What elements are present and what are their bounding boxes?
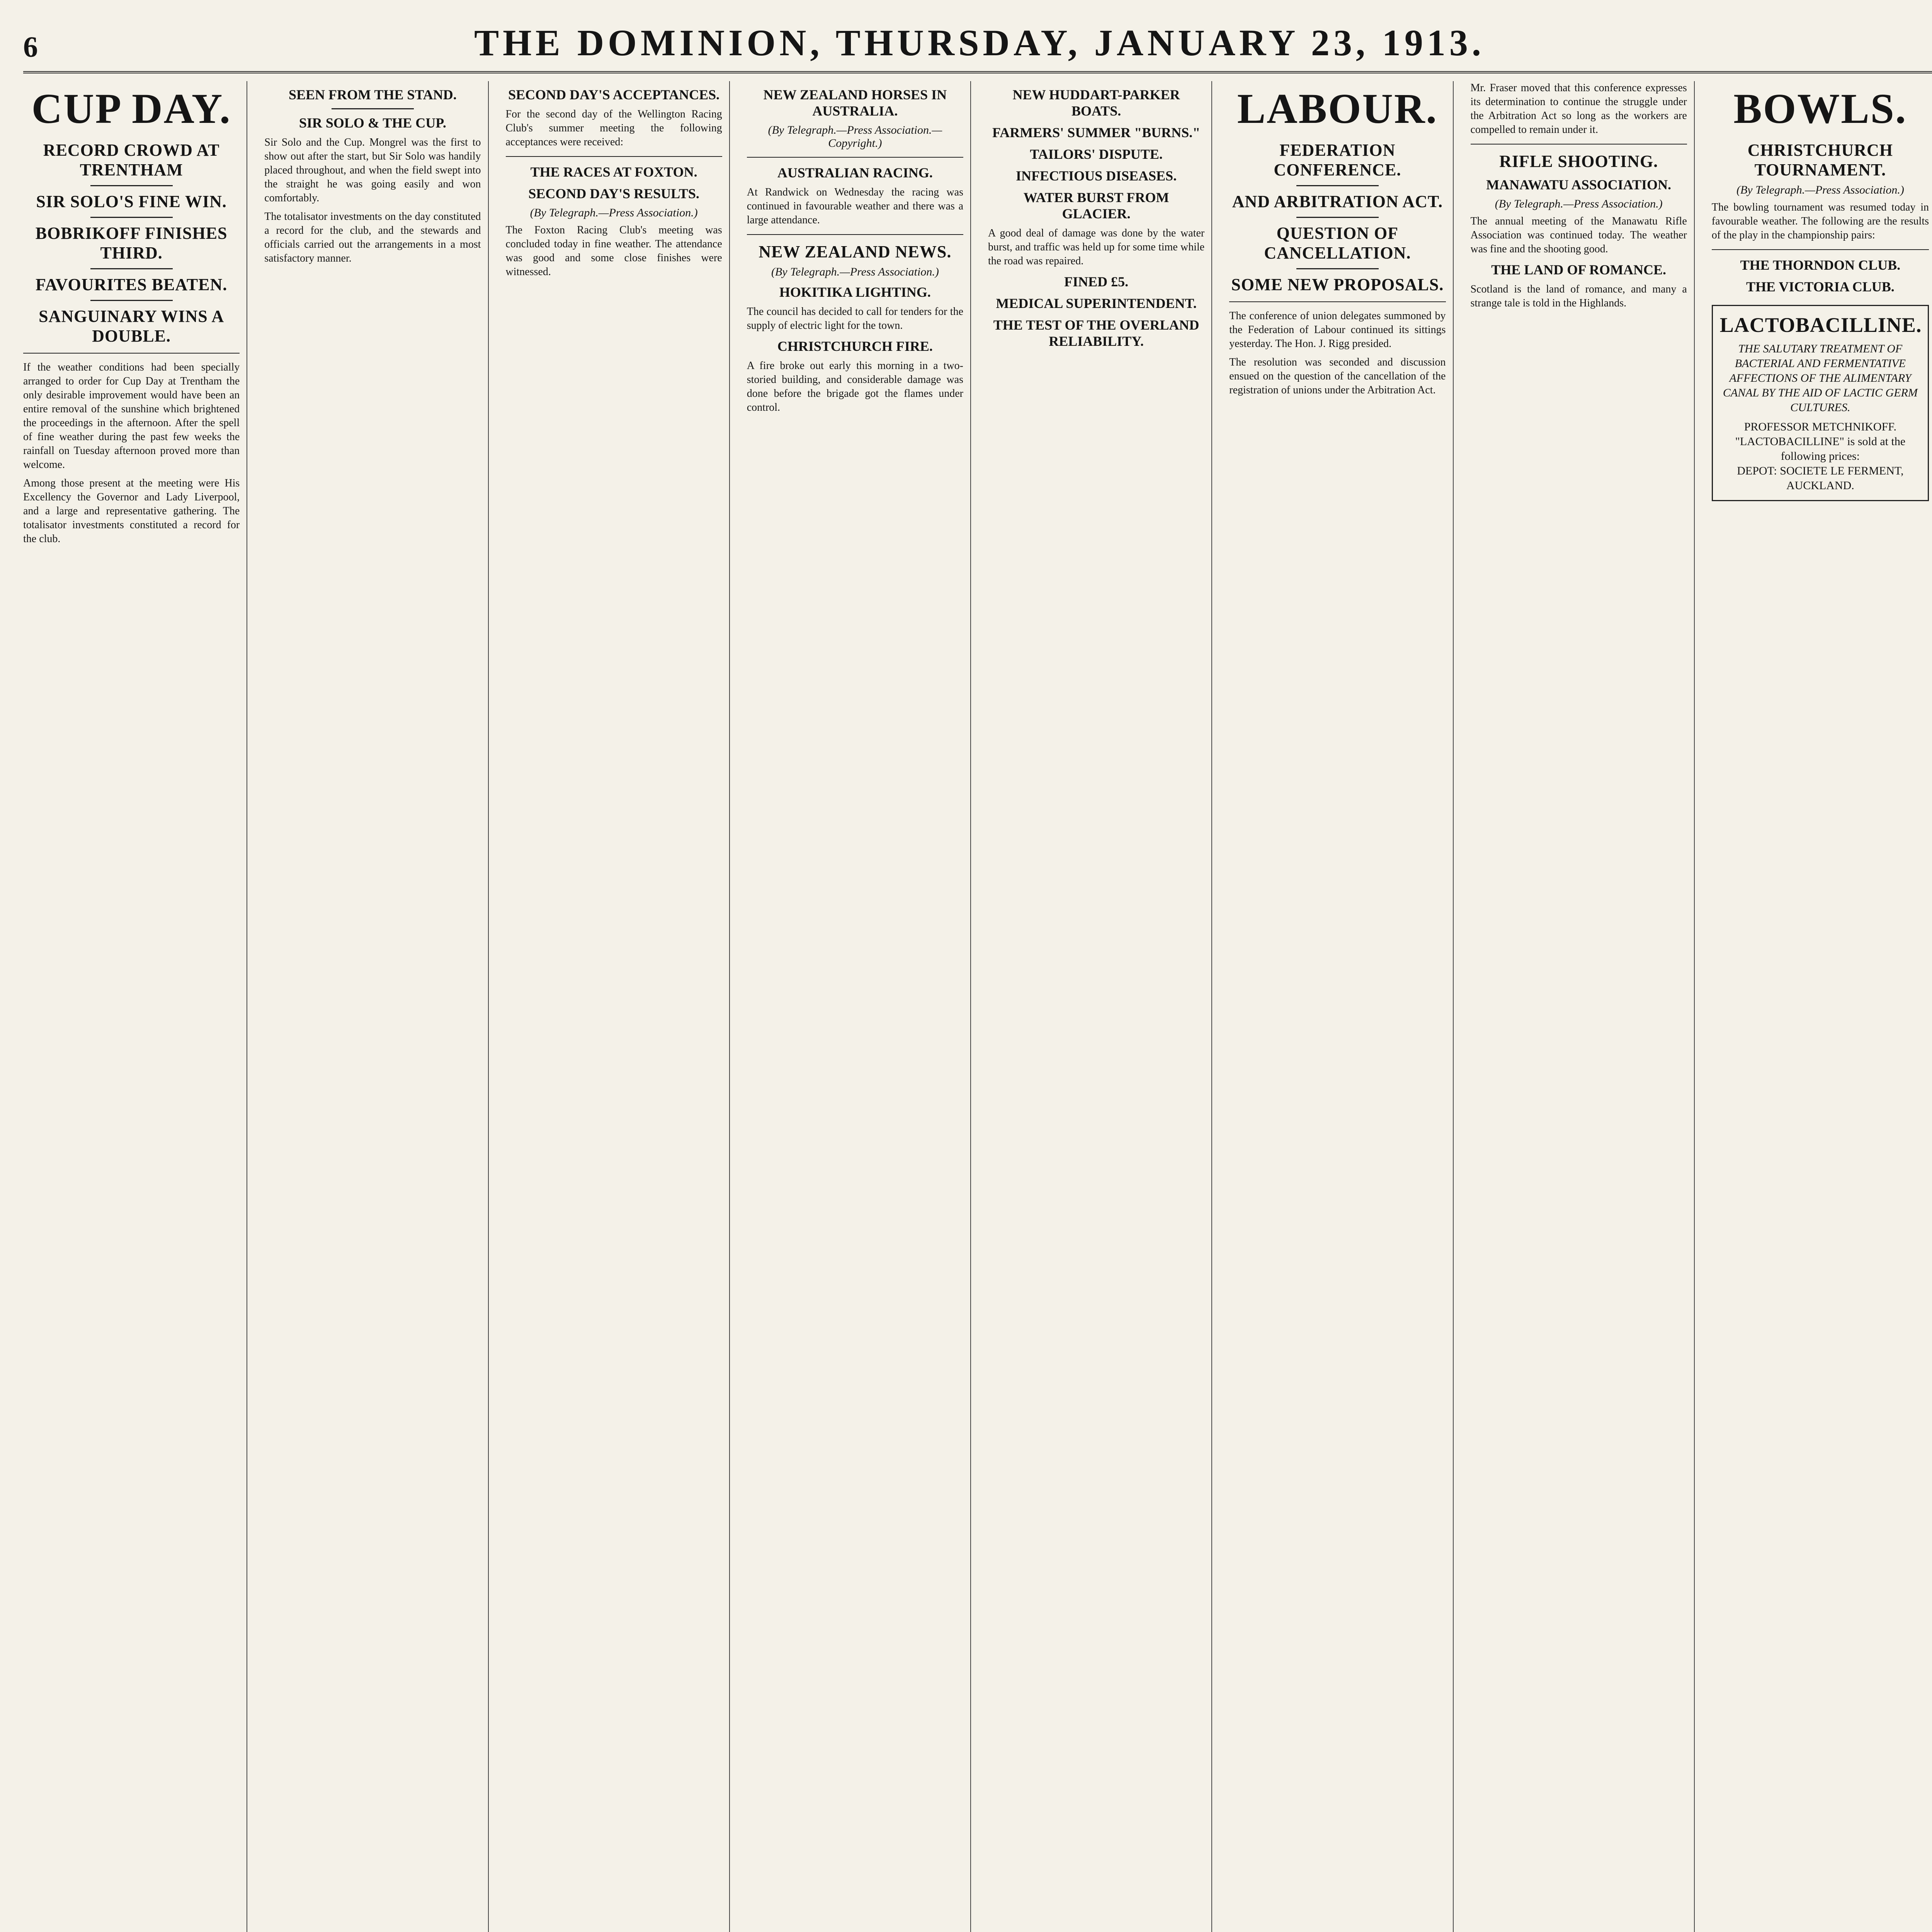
divider [90, 268, 173, 269]
dateline: (By Telegraph.—Press Association.) [1495, 197, 1663, 210]
article-paragraph: Scotland is the land of romance, and many a strange tale is told in the Highlands. [1470, 283, 1687, 309]
heading-infectious-diseases: INFECTIOUS DISEASES. [1016, 168, 1177, 184]
article-paragraph: At Randwick on Wednesday the racing was continued in favourable weather and there was a large attendance. [747, 186, 963, 226]
column-4 [747, 81, 971, 1932]
heading-nz-horses-australia: NEW ZEALAND HORSES IN AUSTRALIA. [763, 87, 947, 119]
article-paragraph: The Foxton Racing Club's meeting was concluded today in fine weather. The attendance was good and some close finishes were witnessed. [505, 224, 722, 278]
subheading-second-day-results: SECOND DAY'S RESULTS. [528, 186, 699, 201]
subhead-christchurch-tournament: CHRISTCHURCH TOURNAMENT. [1747, 141, 1893, 179]
masthead [23, 15, 1932, 73]
headline-cup-day: CUP DAY. [31, 85, 231, 132]
lactobacilline-advertisement [1712, 305, 1929, 501]
subhead-arbitration-act: AND ARBITRATION ACT. [1232, 192, 1443, 211]
article-paragraph: A good deal of damage was done by the water burst, and traffic was held up for some time while the road was repaired. [988, 227, 1205, 267]
dateline: (By Telegraph.—Press Association.—Copyright.) [768, 124, 942, 150]
rule [1471, 144, 1687, 145]
columns [23, 81, 1932, 1932]
heading-rifle-shooting: RIFLE SHOOTING. [1499, 152, 1658, 171]
subhead-bobrikoff: BOBRIKOFF FINISHES THIRD. [35, 224, 228, 262]
article-paragraph: The totalisator investments on the day constituted a record for the club, and the stewards and officials carried out the arrangements in a most satisfactory manner. [264, 211, 481, 264]
column-7 [1471, 81, 1695, 1932]
heading-land-of-romance: THE LAND OF ROMANCE. [1491, 262, 1666, 277]
heading-fined: FINED £5. [1064, 274, 1129, 289]
heading-manawatu-association: MANAWATU ASSOCIATION. [1486, 177, 1671, 192]
subhead-question-of-cancellation: QUESTION OF CANCELLATION. [1264, 224, 1411, 262]
column-1 [23, 81, 247, 1932]
rule [747, 234, 963, 235]
heading-overland-reliability: THE TEST OF THE OVERLAND RELIABILITY. [993, 317, 1199, 349]
divider [90, 217, 173, 218]
ad-line: "LACTOBACILLINE" is sold at the following prices: [1735, 435, 1906, 463]
column-3 [506, 81, 730, 1932]
page-number: 6 [23, 31, 38, 63]
heading-huddart-parker-boats: NEW HUDDART-PARKER BOATS. [1012, 87, 1180, 119]
article-paragraph: The council has decided to call for tenders for the supply of electric light for the town. [747, 306, 963, 332]
ad-line: AUCKLAND. [1786, 479, 1854, 492]
rule [506, 156, 722, 157]
divider [90, 185, 173, 186]
divider [1296, 268, 1379, 269]
article-paragraph: If the weather conditions had been specially arranged to order for Cup Day at Trentham the only desirable improvement would have been an entire removal of the sunshine which brightened the proceedings in the afternoon. After the spell of fine weather during the past few weeks the rainfall on Tuesday afternoon proved more than welcome. [23, 361, 240, 471]
ad-line: PROFESSOR METCHNIKOFF. [1744, 420, 1897, 433]
heading-hokitika-lighting: HOKITIKA LIGHTING. [779, 284, 931, 300]
rule [747, 157, 963, 158]
divider [332, 108, 414, 109]
column-5 [988, 81, 1212, 1932]
heading-seen-from-stand: SEEN FROM THE STAND. [289, 87, 457, 102]
article-paragraph: The resolution was seconded and discussion ensued on the question of the cancellation of the registration of unions under the Arbitration Act. [1229, 356, 1446, 396]
article-paragraph: Mr. Fraser moved that this conference expresses its determination to continue the struggle under the Arbitration Act so long as the workers are compelled to remain under it. [1470, 82, 1687, 136]
paper-title: THE DOMINION, THURSDAY, JANUARY 23, 1913. [474, 22, 1485, 63]
divider [1296, 185, 1379, 186]
subheading-sir-solo-cup: SIR SOLO & THE CUP. [299, 115, 446, 131]
heading-victoria-club: THE VICTORIA CLUB. [1746, 279, 1895, 294]
heading-australian-racing: AUSTRALIAN RACING. [777, 165, 933, 180]
subhead-record-crowd: RECORD CROWD AT TRENTHAM [43, 141, 220, 179]
heading-tailors-dispute: TAILORS' DISPUTE. [1030, 146, 1163, 162]
dateline: (By Telegraph.—Press Association.) [771, 265, 939, 278]
heading-christchurch-fire: CHRISTCHURCH FIRE. [777, 338, 933, 354]
subhead-sanguinary: SANGUINARY WINS A DOUBLE. [39, 307, 224, 345]
rule [1712, 249, 1929, 250]
column-2 [264, 81, 488, 1932]
heading-new-zealand-news: NEW ZEALAND NEWS. [759, 242, 952, 261]
subhead-new-proposals: SOME NEW PROPOSALS. [1231, 275, 1444, 294]
subhead-favourites: FAVOURITES BEATEN. [35, 275, 228, 294]
article-paragraph: The annual meeting of the Manawatu Rifle Association was continued today. The weather was fine and the shooting good. [1470, 215, 1687, 255]
heading-medical-superintendent: MEDICAL SUPERINTENDENT. [996, 296, 1197, 311]
ad-line: DEPOT: SOCIETE LE FERMENT, [1737, 464, 1904, 477]
subhead-sir-solo: SIR SOLO'S FINE WIN. [36, 192, 227, 211]
heading-farmers-summer-burns: FARMERS' SUMMER "BURNS." [992, 125, 1201, 140]
ad-headline: LACTOBACILLINE. [1719, 313, 1922, 337]
divider [1296, 217, 1379, 218]
article-paragraph: Sir Solo and the Cup. Mongrel was the first to show out after the start, but Sir Solo was handily placed throughout, and when the field swept into the straight he was going easily and won comfortably. [264, 136, 481, 204]
article-paragraph: For the second day of the Wellington Racing Club's summer meeting the following acceptances were received: [505, 108, 722, 148]
heading-races-at-foxton: THE RACES AT FOXTON. [530, 164, 697, 180]
dateline: (By Telegraph.—Press Association.) [1736, 184, 1904, 196]
heading-thorndon-club: THE THORNDON CLUB. [1740, 257, 1901, 273]
article-paragraph: The bowling tournament was resumed today in favourable weather. The following are the results of the play in the championship pairs: [1711, 201, 1929, 241]
ad-subheading: THE SALUTARY TREATMENT OF BACTERIAL AND FERMENTATIVE AFFECTIONS OF THE ALIMENTARY CANAL BY THE AID OF LACTIC GERM CULTURES. [1723, 342, 1918, 414]
article-paragraph: The conference of union delegates summoned by the Federation of Labour continued its sittings yesterday. The Hon. J. Rigg presided. [1229, 310, 1446, 350]
rule [23, 353, 240, 354]
headline-labour: LABOUR. [1237, 85, 1438, 132]
article-paragraph: Among those present at the meeting were His Excellency the Governor and Lady Liverpool, and a large and representative gathering. The totalisator investments constituted a record for the club. [23, 477, 240, 545]
dateline: (By Telegraph.—Press Association.) [530, 206, 698, 219]
heading-water-burst: WATER BURST FROM GLACIER. [1023, 190, 1169, 221]
column-6 [1229, 81, 1453, 1932]
headline-bowls: BOWLS. [1733, 85, 1907, 132]
article-paragraph: A fire broke out early this morning in a two-storied building, and considerable damage was done before the brigade got the flames under control. [747, 360, 963, 413]
divider [90, 300, 173, 301]
column-8 [1712, 81, 1932, 1932]
heading-second-day-acceptances: SECOND DAY'S ACCEPTANCES. [508, 87, 720, 102]
subhead-federation-conference: FEDERATION CONFERENCE. [1274, 141, 1401, 179]
rule [1229, 301, 1446, 302]
